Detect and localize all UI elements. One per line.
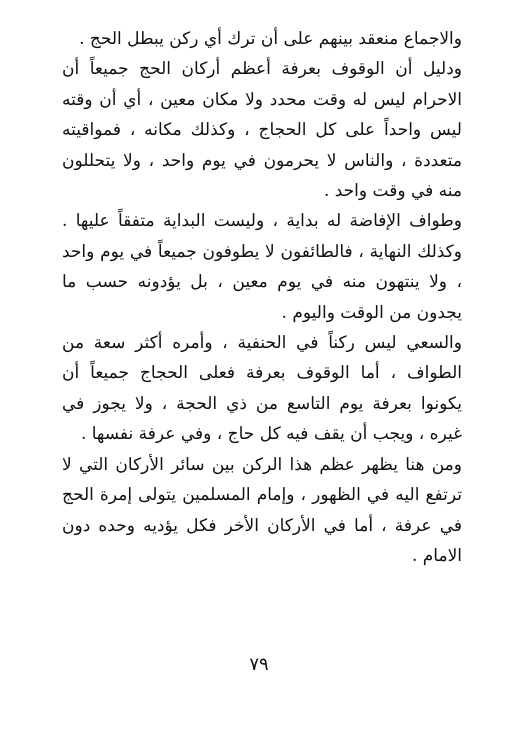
paragraph-1: والاجماع منعقد بينهم على أن ترك أي ركن يبطل الحج . xyxy=(79,29,462,49)
paragraph-2: ودليل أن الوقوف بعرفة أعظم أركان الحج جميعاً أن الاحرام ليس له وقت محدد ولا مكان معين ، أي أن وقته ليس واحداً على كل الحجاج ، وكذلك مكانه ، فمواقيته متعددة ، والناس لا يحرمون في يوم واحد ، ولا يتحللون منه في وقت واحد . xyxy=(62,59,462,202)
paragraph-3: وطواف الإفاضة له بداية ، وليست البداية متفقاً عليها . وكذلك النهاية ، فالطائفون لا يطوفون جميعاً في يوم واحد ، ولا ينتهون منه في يوم معين ، بل يؤدونه حسب ما يجدون من الوقت واليوم . xyxy=(62,211,462,323)
body-text xyxy=(62,24,462,571)
paragraph-4: والسعي ليس ركناً في الحنفية ، وأمره أكثر سعة من الطواف ، أما الوقوف بعرفة فعلى الحجاج جميعاً أن يكونوا بعرفة يوم التاسع من ذي الحجة ، ولا يجوز في غيره ، ويجب أن يقف فيه كل حاج ، وفي عرفة نفسها . xyxy=(62,333,462,445)
paragraph-5: ومن هنا يظهر عظم هذا الركن بين سائر الأركان التي لا ترتفع اليه في الظهور ، وإمام المسلمين يتولى إمرة الحج في عرفة ، أما في الأركان الأخر فكل يؤديه وحده دون الامام . xyxy=(62,454,462,566)
page-number: ٧٩ xyxy=(249,654,269,675)
